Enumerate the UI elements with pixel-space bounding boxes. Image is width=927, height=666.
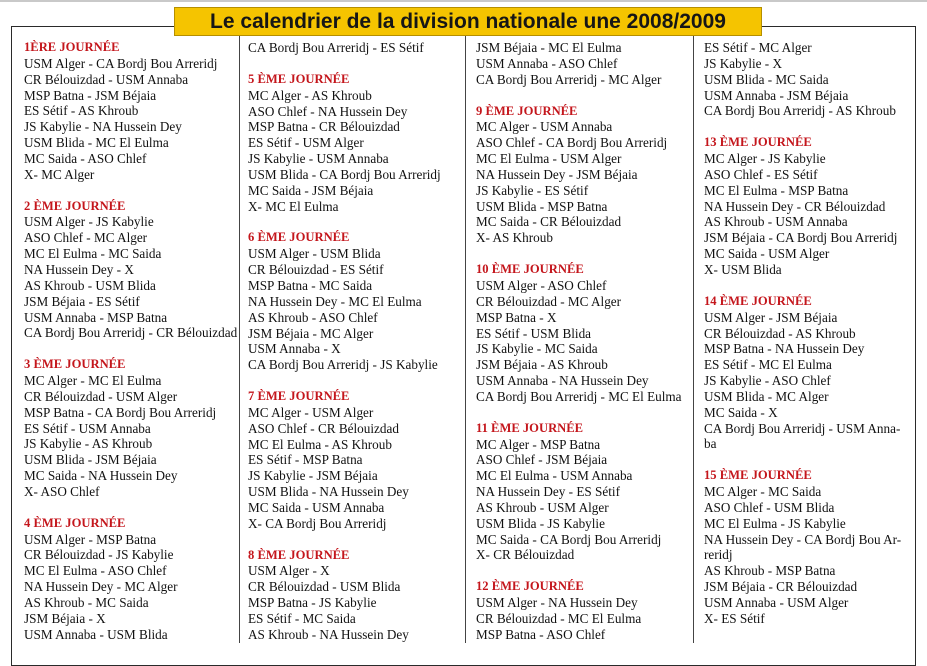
section-spacer bbox=[704, 452, 901, 468]
section-spacer bbox=[476, 246, 682, 262]
column-divider bbox=[239, 36, 240, 643]
fixture-line: ba bbox=[704, 436, 717, 452]
round-heading: 10 ÈME JOURNÉE bbox=[476, 262, 584, 277]
fixture-line: CA Bordj Bou Arreridj - CR Bélouizdad bbox=[24, 325, 238, 341]
fixture-line: ES Sétif - MSP Batna bbox=[248, 452, 363, 468]
fixture-line: USM Annaba - NA Hussein Dey bbox=[476, 373, 649, 389]
fixture-line: X- MC Alger bbox=[24, 166, 95, 182]
fixture-line: USM Blida - CA Bordj Bou Arreridj bbox=[248, 166, 441, 182]
section-spacer bbox=[24, 500, 237, 516]
fixture-line: JSM Béjaia - MC Alger bbox=[248, 325, 374, 341]
fixture-line: NA Hussein Dey - X bbox=[24, 261, 134, 277]
fixture-line: JSM Béjaia - CA Bordj Bou Arreridj bbox=[704, 230, 898, 246]
fixture-line: MC Saida - NA Hussein Dey bbox=[24, 468, 178, 484]
fixture-line: ASO Chlef - JSM Béjaia bbox=[476, 452, 608, 468]
fixture-line: NA Hussein Dey - ES Sétif bbox=[476, 484, 620, 500]
fixture-line: AS Khroub - MC Saida bbox=[24, 595, 149, 610]
fixture-line: ASO Chlef - CR Bélouizdad bbox=[248, 420, 399, 436]
fixture-line: X- CR Bélouizdad bbox=[476, 547, 575, 563]
fixture-line: JSM Béjaia - ES Sétif bbox=[24, 293, 140, 309]
fixture-line: NA Hussein Dey - CR Bélouizdad bbox=[704, 198, 886, 214]
section-spacer bbox=[248, 532, 441, 548]
round-heading: 2 ÈME JOURNÉE bbox=[24, 198, 126, 213]
fixture-line: JS Kabylie - USM Annaba bbox=[248, 151, 389, 167]
fixture-line: USM Alger - NA Hussein Dey bbox=[476, 595, 638, 611]
fixture-line: MSP Batna - JSM Béjaia bbox=[24, 87, 157, 103]
fixture-line: CA Bordj Bou Arreridj - ES Sétif bbox=[248, 40, 424, 55]
fixture-line: AS Khroub - USM Alger bbox=[476, 499, 609, 515]
section-spacer bbox=[476, 405, 682, 421]
fixture-line: USM Blida - MC El Eulma bbox=[24, 135, 169, 151]
fixture-line: JSM Béjaia - AS Khroub bbox=[476, 357, 608, 373]
section-spacer bbox=[248, 373, 441, 389]
fixture-line: MC Saida - CR Bélouizdad bbox=[476, 214, 622, 230]
round-heading: 13 ÈME JOURNÉE bbox=[704, 135, 812, 150]
section-spacer bbox=[248, 214, 441, 230]
schedule-column-3 bbox=[476, 40, 682, 643]
fixture-line: USM Blida - MC Saida bbox=[704, 71, 829, 87]
round-heading: 14 ÈME JOURNÉE bbox=[704, 293, 812, 308]
fixture-line: ES Sétif - MC Alger bbox=[704, 40, 812, 55]
fixture-line: JS Kabylie - NA Hussein Dey bbox=[24, 119, 182, 135]
fixture-line: CR Bélouizdad - MC El Eulma bbox=[476, 611, 642, 626]
section-spacer bbox=[24, 183, 237, 199]
fixture-line: MSP Batna - CR Bélouizdad bbox=[248, 119, 400, 135]
round-heading: 15 ÈME JOURNÉE bbox=[704, 468, 812, 483]
column-divider bbox=[693, 36, 694, 643]
fixture-line: ES Sétif - MC Saida bbox=[248, 611, 356, 626]
fixture-line: MC Alger - USM Annaba bbox=[476, 119, 613, 135]
page-title: Le calendrier de la division nationale une 2008/2009 bbox=[174, 7, 762, 36]
fixture-line: MC Alger - MSP Batna bbox=[476, 436, 601, 452]
round-heading: 9 ÈME JOURNÉE bbox=[476, 103, 578, 118]
section-spacer bbox=[248, 56, 441, 72]
fixture-line: MC Saida - JSM Béjaia bbox=[248, 182, 374, 198]
fixture-line: ASO Chlef - USM Blida bbox=[704, 499, 835, 515]
fixture-line: ASO Chlef - ES Sétif bbox=[704, 166, 818, 182]
fixture-line: MSP Batna - ASO Chlef bbox=[476, 626, 606, 642]
fixture-line: ES Sétif - MC El Eulma bbox=[704, 357, 832, 373]
fixture-line: JSM Béjaia - CR Bélouizdad bbox=[704, 579, 858, 595]
fixture-line: NA Hussein Dey - JSM Béjaia bbox=[476, 166, 638, 182]
fixture-line: USM Annaba - X bbox=[248, 341, 341, 357]
fixture-line: MC Saida - ASO Chlef bbox=[24, 150, 147, 166]
fixture-line: USM Blida - JS Kabylie bbox=[476, 515, 605, 531]
fixture-line: USM Alger - X bbox=[248, 563, 330, 579]
fixture-line: ES Sétif - USM Alger bbox=[248, 135, 364, 151]
fixture-line: MC El Eulma - ASO Chlef bbox=[24, 563, 167, 579]
section-spacer bbox=[24, 341, 237, 357]
fixture-line: ES Sétif - USM Blida bbox=[476, 325, 592, 341]
fixture-line: MSP Batna - MC Saida bbox=[248, 277, 373, 293]
fixture-line: ASO Chlef - CA Bordj Bou Arreridj bbox=[476, 135, 668, 151]
fixture-line: X- CA Bordj Bou Arreridj bbox=[248, 515, 387, 531]
section-spacer bbox=[704, 278, 901, 294]
fixture-line: MC Alger - MC El Eulma bbox=[24, 373, 162, 389]
fixture-line: ES Sétif - AS Khroub bbox=[24, 103, 139, 119]
fixture-line: USM Annaba - USM Alger bbox=[704, 595, 849, 610]
schedule-column-1 bbox=[24, 40, 237, 643]
fixture-line: MC Saida - X bbox=[704, 404, 778, 420]
fixture-line: JS Kabylie - JSM Béjaia bbox=[248, 468, 378, 484]
fixture-line: ASO Chlef - NA Hussein Dey bbox=[248, 103, 408, 119]
fixture-line: X- AS Khroub bbox=[476, 230, 553, 246]
fixture-line: AS Khroub - NA Hussein Dey bbox=[248, 626, 409, 642]
fixture-line: NA Hussein Dey - CA Bordj Bou Ar- bbox=[704, 531, 902, 547]
fixture-line: CR Bélouizdad - ES Sétif bbox=[248, 262, 384, 278]
fixture-line: CR Bélouizdad - JS Kabylie bbox=[24, 547, 174, 563]
fixture-line: AS Khroub - ASO Chlef bbox=[248, 309, 378, 325]
fixture-line: JS Kabylie - AS Khroub bbox=[24, 436, 153, 452]
fixture-line: MC El Eulma - MSP Batna bbox=[704, 182, 849, 198]
round-heading: 6 ÈME JOURNÉE bbox=[248, 230, 350, 245]
fixture-line: JS Kabylie - X bbox=[704, 55, 783, 71]
fixture-line: USM Blida - MSP Batna bbox=[476, 198, 608, 214]
fixture-line: AS Khroub - USM Annaba bbox=[704, 214, 848, 230]
round-heading: 3 ÈME JOURNÉE bbox=[24, 357, 126, 372]
round-heading: 12 ÈME JOURNÉE bbox=[476, 579, 584, 594]
fixture-line: X- ASO Chlef bbox=[24, 483, 100, 499]
fixture-line: CR Bélouizdad - MC Alger bbox=[476, 293, 622, 309]
round-heading: 5 ÈME JOURNÉE bbox=[248, 71, 350, 86]
fixture-line: ES Sétif - USM Annaba bbox=[24, 420, 151, 436]
fixture-line: MC El Eulma - USM Alger bbox=[476, 151, 622, 167]
column-divider bbox=[465, 36, 466, 643]
fixture-line: CA Bordj Bou Arreridj - JS Kabylie bbox=[248, 357, 438, 373]
round-heading: 4 ÈME JOURNÉE bbox=[24, 515, 126, 530]
fixture-line: MC El Eulma - MC Saida bbox=[24, 246, 162, 262]
fixture-line: USM Blida - MC Alger bbox=[704, 388, 829, 404]
round-heading: 11 ÈME JOURNÉE bbox=[476, 420, 584, 435]
fixture-line: MC Saida - USM Annaba bbox=[248, 499, 385, 515]
fixture-line: USM Annaba - JSM Béjaia bbox=[704, 87, 849, 103]
fixture-line: CA Bordj Bou Arreridj - MC Alger bbox=[476, 71, 662, 87]
top-rule bbox=[0, 0, 927, 2]
fixture-line: JSM Béjaia - MC El Eulma bbox=[476, 40, 622, 55]
fixture-line: USM Blida - JSM Béjaia bbox=[24, 452, 157, 468]
fixture-line: CR Bélouizdad - AS Khroub bbox=[704, 325, 856, 341]
fixture-line: AS Khroub - USM Blida bbox=[24, 277, 156, 293]
fixture-line: USM Alger - ASO Chlef bbox=[476, 277, 607, 293]
round-heading: 8 ÈME JOURNÉE bbox=[248, 547, 350, 562]
fixture-line: MC El Eulma - AS Khroub bbox=[248, 436, 392, 452]
fixture-line: X- ES Sétif bbox=[704, 610, 765, 626]
fixture-line: JS Kabylie - MC Saida bbox=[476, 341, 598, 357]
fixture-line: MSP Batna - X bbox=[476, 309, 557, 325]
fixture-line: CA Bordj Bou Arreridj - AS Khroub bbox=[704, 103, 896, 119]
fixture-line: USM Alger - JSM Béjaia bbox=[704, 309, 838, 325]
fixture-line: USM Alger - CA Bordj Bou Arreridj bbox=[24, 55, 218, 71]
fixture-line: MC Alger - MC Saida bbox=[704, 484, 822, 500]
fixture-line: NA Hussein Dey - MC El Eulma bbox=[248, 293, 422, 309]
fixture-line: MC Alger - JS Kabylie bbox=[704, 151, 826, 167]
schedule-column-2 bbox=[248, 40, 441, 643]
fixture-line: MSP Batna - CA Bordj Bou Arreridj bbox=[24, 404, 217, 420]
section-spacer bbox=[476, 563, 682, 579]
fixture-line: CR Bélouizdad - USM Annaba bbox=[24, 71, 189, 87]
fixture-line: MSP Batna - NA Hussein Dey bbox=[704, 341, 865, 357]
fixture-line: CA Bordj Bou Arreridj - MC El Eulma bbox=[476, 388, 682, 404]
fixture-line: MC Alger - USM Alger bbox=[248, 404, 374, 420]
fixture-line: JSM Béjaia - X bbox=[24, 610, 106, 626]
fixture-line: USM Alger - USM Blida bbox=[248, 246, 381, 262]
fixture-line: ASO Chlef - MC Alger bbox=[24, 230, 148, 246]
fixture-line: USM Annaba - MSP Batna bbox=[24, 309, 168, 325]
round-heading: 1ÈRE JOURNÉE bbox=[24, 40, 120, 54]
fixture-line: reridj bbox=[704, 547, 733, 563]
fixture-line: MC El Eulma - JS Kabylie bbox=[704, 515, 846, 531]
round-heading: 7 ÈME JOURNÉE bbox=[248, 389, 350, 404]
schedule-column-4 bbox=[704, 40, 901, 627]
fixture-line: NA Hussein Dey - MC Alger bbox=[24, 579, 178, 595]
section-spacer bbox=[476, 88, 682, 104]
fixture-line: USM Alger - JS Kabylie bbox=[24, 214, 154, 230]
fixture-line: USM Alger - MSP Batna bbox=[24, 531, 157, 547]
fixture-line: USM Blida - NA Hussein Dey bbox=[248, 484, 409, 500]
fixture-line: CR Bélouizdad - USM Alger bbox=[24, 388, 178, 404]
fixture-line: JS Kabylie - ASO Chlef bbox=[704, 373, 831, 389]
fixture-line: USM Annaba - ASO Chlef bbox=[476, 55, 618, 71]
fixture-line: X- MC El Eulma bbox=[248, 198, 339, 214]
fixture-line: USM Annaba - USM Blida bbox=[24, 626, 168, 642]
fixture-line: MC Saida - USM Alger bbox=[704, 246, 830, 262]
fixture-line: MC El Eulma - USM Annaba bbox=[476, 468, 633, 484]
fixture-line: MC Saida - CA Bordj Bou Arreridj bbox=[476, 531, 662, 547]
fixture-line: MC Alger - AS Khroub bbox=[248, 87, 372, 103]
fixture-line: CA Bordj Bou Arreridj - USM Anna- bbox=[704, 420, 901, 436]
fixture-line: X- USM Blida bbox=[704, 261, 782, 277]
fixture-line: CR Bélouizdad - USM Blida bbox=[248, 579, 401, 595]
section-spacer bbox=[704, 119, 901, 135]
fixture-line: AS Khroub - MSP Batna bbox=[704, 563, 836, 579]
fixture-line: JS Kabylie - ES Sétif bbox=[476, 182, 589, 198]
fixture-line: MSP Batna - JS Kabylie bbox=[248, 595, 377, 611]
